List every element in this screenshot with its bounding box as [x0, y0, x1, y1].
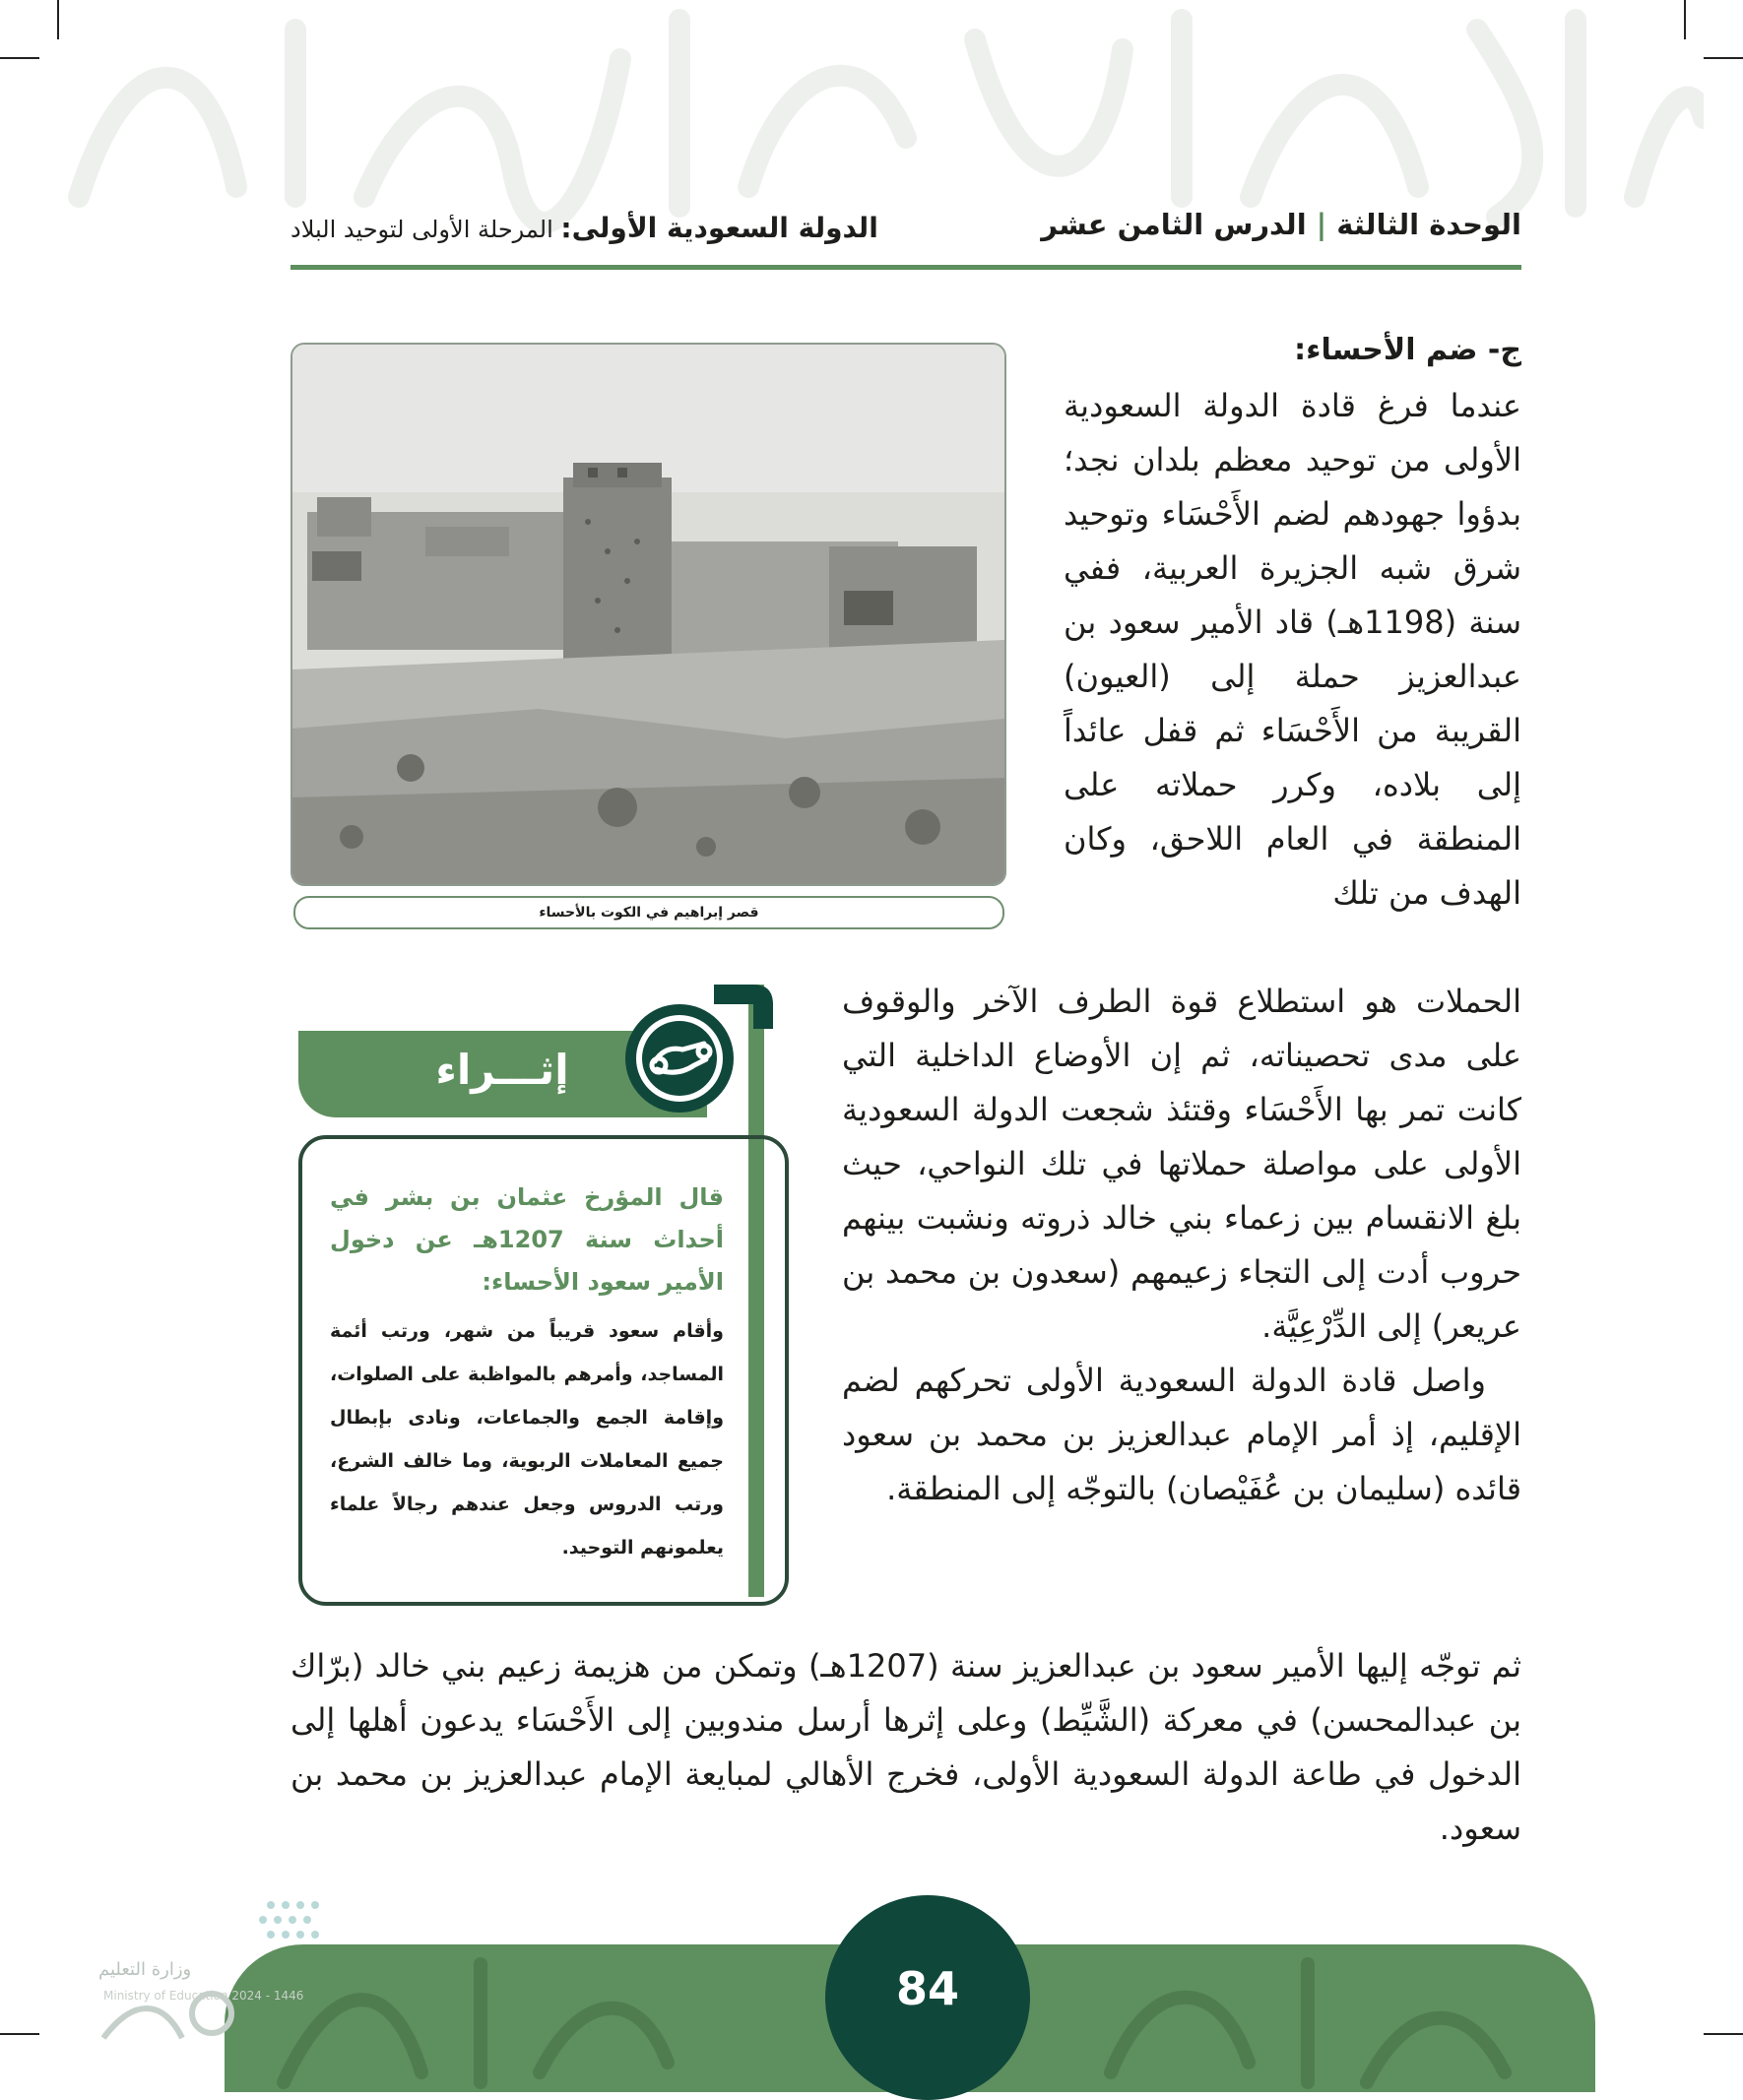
- ithraa-quote-intro: قال المؤرخ عثمان بن بشر في أحداث سنة 1207هـ عن دخول الأمير سعود الأحساء:: [330, 1183, 724, 1296]
- page-number: 84: [825, 1895, 1030, 2100]
- ministry-logo-text: وزارة التعليم: [98, 1959, 192, 1980]
- paragraph-2-text: واصل قادة الدولة السعودية الأولى تحركهم لضم الإقليم، إذ أمر الإمام عبدالعزيز بن محمد بن سعود قائده (سليمان بن عُفَيْصان) بالتوجّه إلى المنطقة.: [842, 1362, 1521, 1507]
- paragraph-3: ثم توجّه إليها الأمير سعود بن عبدالعزيز سنة (1207هـ) وتمكن من هزيمة زعيم بني خالد (برّاك بن عبدالمحسن) في معركة (الشَّيِّط) وعلى إثرها أرسل مندوبين إلى الأَحْسَاء يدعون أهلها إلى الدخول في طاعة الدولة السعودية الأولى، فخرج الأهالي لمبايعة الإمام عبدالعزيز بن محمد بن سعود.: [290, 1647, 1522, 1847]
- header-topic-bold: الدولة السعودية الأولى:: [560, 212, 878, 244]
- paragraph-1: عندما فرغ قادة الدولة السعودية الأولى من توحيد معظم بلدان نجد؛ بدؤوا جهودهم لضم الأَحْسَاء وتوحيد شرق شبه الجزيرة العربية، ففي سنة (1198هـ) قاد الأمير سعود بن عبدالعزيز حملة إلى (العيون) القريبة من الأَحْسَاء ثم قفل عائداً إلى بلاده، وكرر حملاته على المنطقة في العام اللاحق، وكان الهدف من تلك: [1064, 387, 1522, 912]
- fort-photo: [290, 343, 1006, 886]
- paragraph-1-cont-text: الحملات هو استطلاع قوة الطرف الآخر والوقوف على مدى تحصيناته، ثم إن الأوضاع الداخلية التي كانت تمر بها الأَحْسَاء وقتئذ شجعت الدولة السعودية الأولى على مواصلة حملاتها في تلك النواحي، حيث بلغ الانقسام بين زعماء بني خالد ذروته ونشبت بينهم حروب أدت إلى التجاء زعيمهم (سعدون بن محمد بن عريعر) إلى الدِّرْعِيَّة.: [842, 983, 1521, 1345]
- header-topic-rest: المرحلة الأولى لتوحيد البلاد: [290, 216, 561, 243]
- crop-mark: [0, 57, 39, 59]
- header-lesson: الدرس الثامن عشر: [1041, 208, 1307, 241]
- header-rule: [290, 265, 1521, 270]
- header-unit-lesson: [1041, 208, 1521, 241]
- page-header: [290, 202, 1521, 246]
- scroll-icon: [625, 985, 773, 1122]
- fort-photo-illustration: [292, 345, 1004, 884]
- ithraa-quote-body: وأقام سعود قريباً من شهر، ورتب أئمة المساجد، وأمرهم بالمواظبة على الصلوات، وإقامة الجمع والجماعات، ونادى بإبطال جميع المعاملات الربوية، وما خالف الشرع، ورتب الدروس وجعل عندهم رجالاً علماء يعلمونهم التوحيد.: [330, 1320, 724, 1559]
- header-unit: الوحدة الثالثة: [1336, 208, 1521, 241]
- ministry-logo-subtext: Ministry of Education 2024 - 1446: [103, 1989, 304, 2003]
- crop-mark: [1704, 57, 1743, 59]
- header-separator: |: [1316, 208, 1327, 241]
- ithraa-title: إثـــراء: [435, 1046, 569, 1094]
- header-topic: [290, 212, 878, 244]
- section-heading: ج- ضم الأحساء:: [1294, 333, 1521, 367]
- calligraphy-background: [39, 0, 1704, 236]
- paragraph-1-continued: [842, 975, 1521, 1516]
- crop-mark: [0, 2033, 39, 2035]
- photo-caption: قصر إبراهيم في الكوت بالأحساء: [293, 896, 1004, 929]
- crop-mark: [1704, 2033, 1743, 2035]
